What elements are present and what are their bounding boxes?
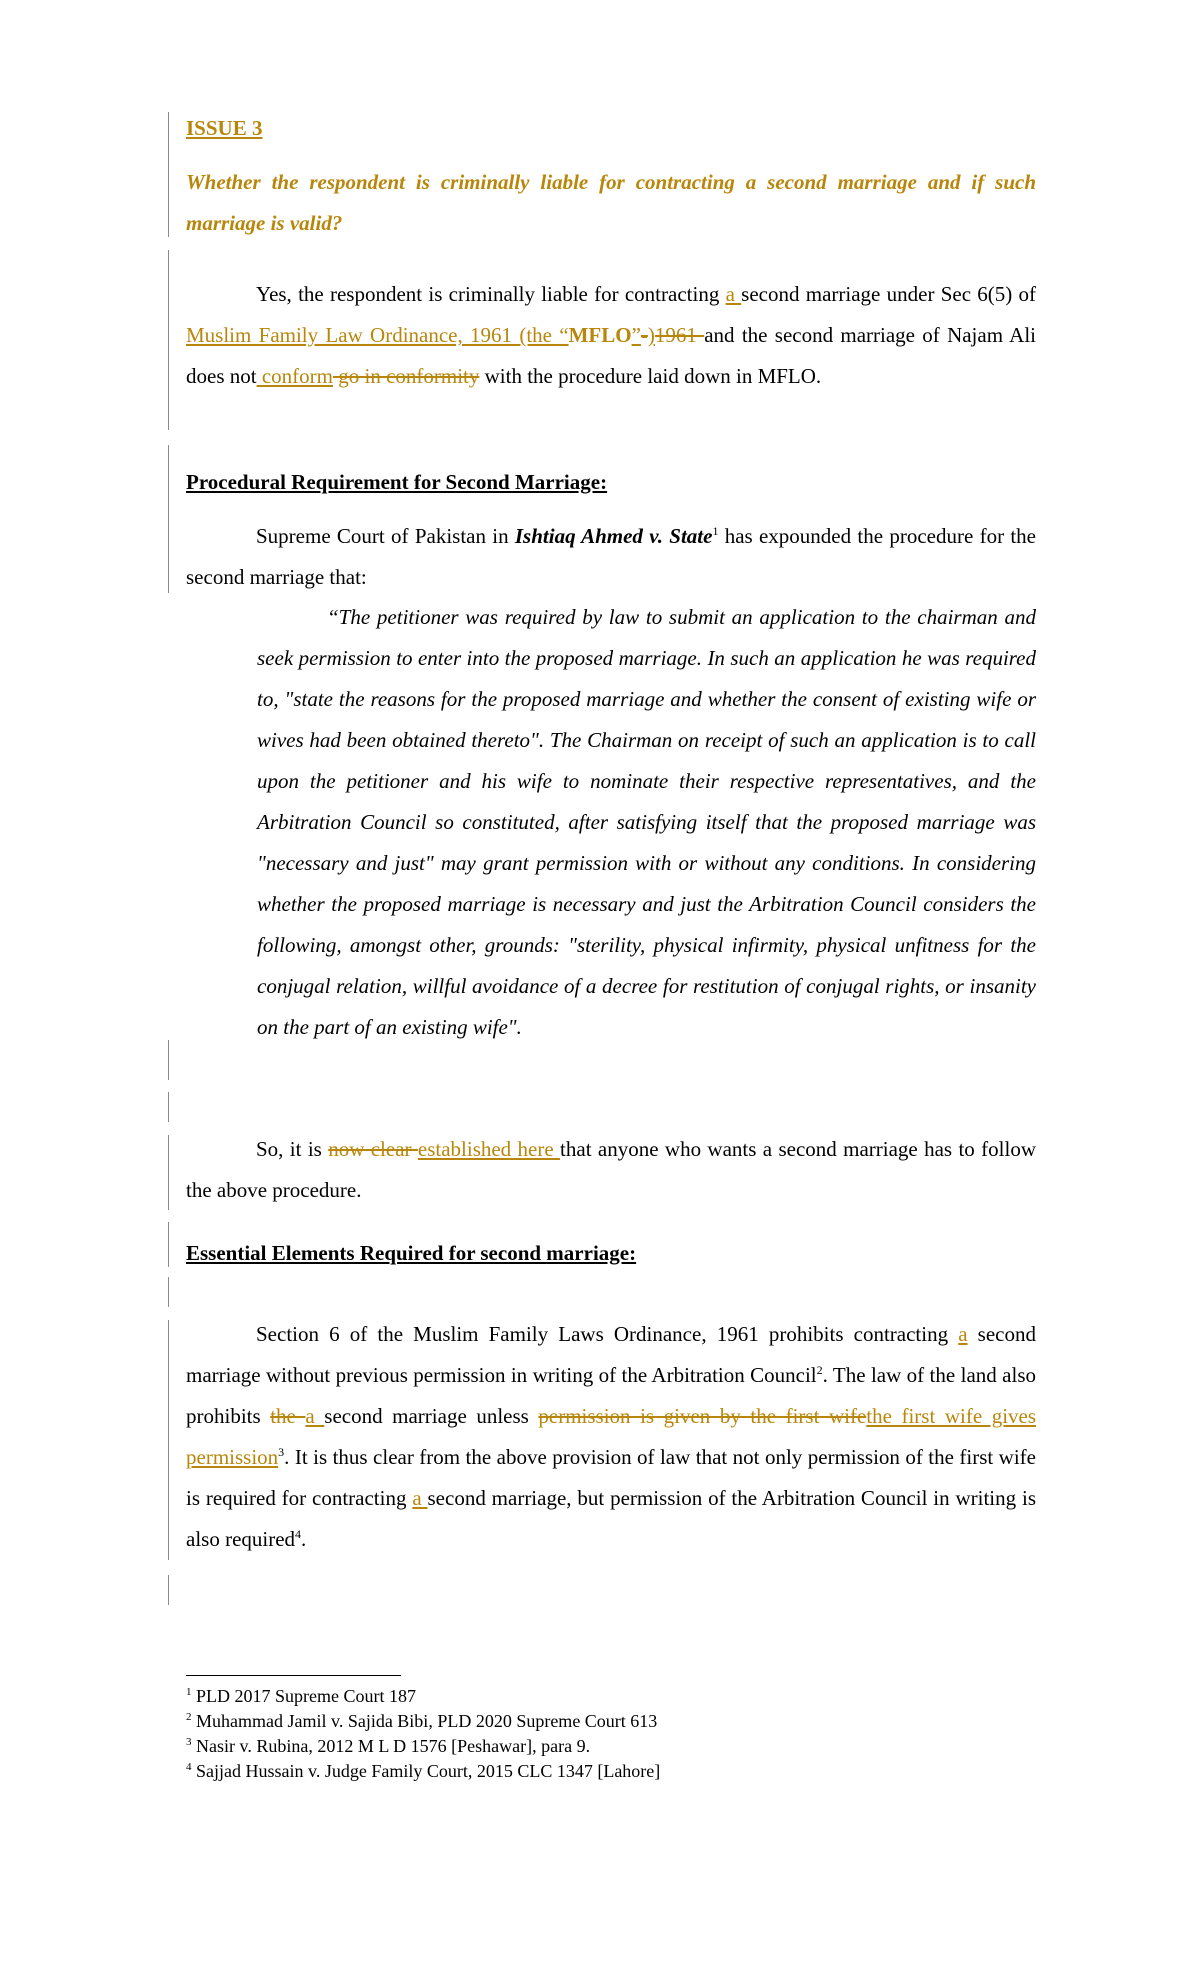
footnote-separator: [186, 1675, 401, 1676]
text: So, it is: [256, 1137, 329, 1161]
insertion: a: [725, 282, 742, 306]
insertion: the first wife gives permission: [186, 1404, 1037, 1469]
issue-question: Whether the respondent is criminally liable for contracting a second marriage and if such marriage is valid?: [186, 170, 1036, 235]
insertion: a: [412, 1486, 428, 1510]
footnote-ref: 3: [278, 1445, 285, 1459]
deletion: permission is given by the first wife: [538, 1404, 867, 1428]
change-bar: [168, 1320, 169, 1560]
text: second marriage, but permission of the Arbitration Council in writing is also required: [186, 1486, 1036, 1551]
text: . It is thus clear from the above provision of law that not only permission of the first wife is required for contracting: [186, 1445, 1036, 1510]
text: second marriage under Sec 6(5) of: [741, 282, 1037, 306]
text: .: [301, 1527, 307, 1551]
change-bar: [168, 1040, 169, 1080]
change-bar: [168, 112, 169, 237]
answer-paragraph: [186, 274, 1036, 397]
insertion: conform: [256, 364, 333, 388]
footnote-ref: 4: [295, 1527, 302, 1541]
issue-title-text: ISSUE 3: [186, 116, 263, 140]
text: that anyone who wants a second marriage has to follow the above procedure.: [186, 1137, 1036, 1202]
insertion: established here: [417, 1137, 561, 1161]
change-bar: [168, 1277, 169, 1307]
change-bar: [168, 1575, 169, 1605]
text: . The law of the land also prohibits: [186, 1363, 1036, 1428]
text: with the procedure laid down in MFLO.: [479, 364, 822, 388]
change-bar: [168, 445, 169, 593]
deletion: 1961: [654, 323, 705, 347]
case-name: Ishtiaq Ahmed v. State: [514, 524, 713, 548]
text: second marriage unless: [324, 1404, 539, 1428]
insertion: a: [305, 1404, 325, 1428]
insertion: a: [958, 1322, 968, 1346]
change-bar: [168, 1222, 169, 1267]
footnote-ref: 1: [712, 524, 719, 538]
text: has expounded the procedure for the second marriage that:: [186, 524, 1036, 589]
heading-text: Procedural Requirement for Second Marriage:: [186, 470, 608, 494]
footnote: [186, 1759, 660, 1783]
footnote-text: Nasir v. Rubina, 2012 M L D 1576 [Peshawar], para 9.: [191, 1736, 591, 1756]
quote-text: “The petitioner was required by law to submit an application to the chairman and seek permission to enter into the proposed marriage. In such an application he was required to, "state the reasons for the proposed marriage and whether the consent of existing wife or wives had been obtained thereto". The Chairman on receipt of such an application is to call upon the petitioner and his wife to nominate their respective representatives, and the Arbitration Council so constituted, after satisfying itself that the proposed marriage was "necessary and just" may grant permission with or without any conditions. In considering whether the proposed marriage is necessary and just the Arbitration Council considers the following, amongst other, grounds: "sterility, physical infirmity, physical unfitness for the conjugal relation, willful avoidance of a decree for restitution of conjugal rights, or insanity on the part of an existing wife".: [257, 605, 1036, 1039]
footnote: [186, 1684, 416, 1708]
footnote-number: 4: [186, 1761, 192, 1773]
text: Yes, the respondent is criminally liable for contracting: [256, 282, 726, 306]
block-quote: [257, 597, 1036, 1048]
text: Section 6 of the Muslim Family Laws Ordinance, 1961 prohibits contracting: [256, 1322, 959, 1346]
deletion: now clear: [328, 1137, 418, 1161]
deletion: the: [270, 1404, 306, 1428]
heading-text: Essential Elements Required for second marriage:: [186, 1241, 637, 1265]
case-paragraph: [186, 516, 1036, 598]
section-heading-procedural: [186, 462, 1036, 503]
text: and the second marriage of Najam Ali does not: [186, 323, 1037, 388]
text: Supreme Court of Pakistan in: [256, 524, 515, 548]
section6-paragraph: [186, 1314, 1036, 1560]
insertion: ”: [631, 323, 641, 347]
footnote-number: 3: [186, 1736, 192, 1748]
change-bar: [168, 1135, 169, 1210]
footnote-number: 1: [186, 1686, 192, 1698]
text: second marriage without previous permission in writing of the Arbitration Council: [186, 1322, 1036, 1387]
insertion-bold: MFLO: [568, 323, 632, 347]
deletion: go in conformity: [332, 364, 480, 388]
footnote-ref: 2: [816, 1363, 823, 1377]
issue-title: [186, 108, 1036, 149]
conclusion-paragraph: [186, 1129, 1036, 1211]
deletion: -: [640, 323, 648, 347]
footnote: [186, 1709, 657, 1733]
footnote-text: PLD 2017 Supreme Court 187: [191, 1686, 416, 1706]
change-bar: [168, 1092, 169, 1122]
footnote-text: Sajjad Hussain v. Judge Family Court, 2015 CLC 1347 [Lahore]: [191, 1761, 661, 1781]
footnote: [186, 1734, 590, 1758]
footnote-number: 2: [186, 1711, 192, 1723]
insertion: Muslim Family Law Ordinance, 1961 (the “: [186, 323, 569, 347]
insertion: ): [647, 323, 655, 347]
change-bar: [168, 250, 169, 430]
footnote-text: Muhammad Jamil v. Sajida Bibi, PLD 2020 Supreme Court 613: [191, 1711, 658, 1731]
section-heading-essential: [186, 1233, 1036, 1274]
